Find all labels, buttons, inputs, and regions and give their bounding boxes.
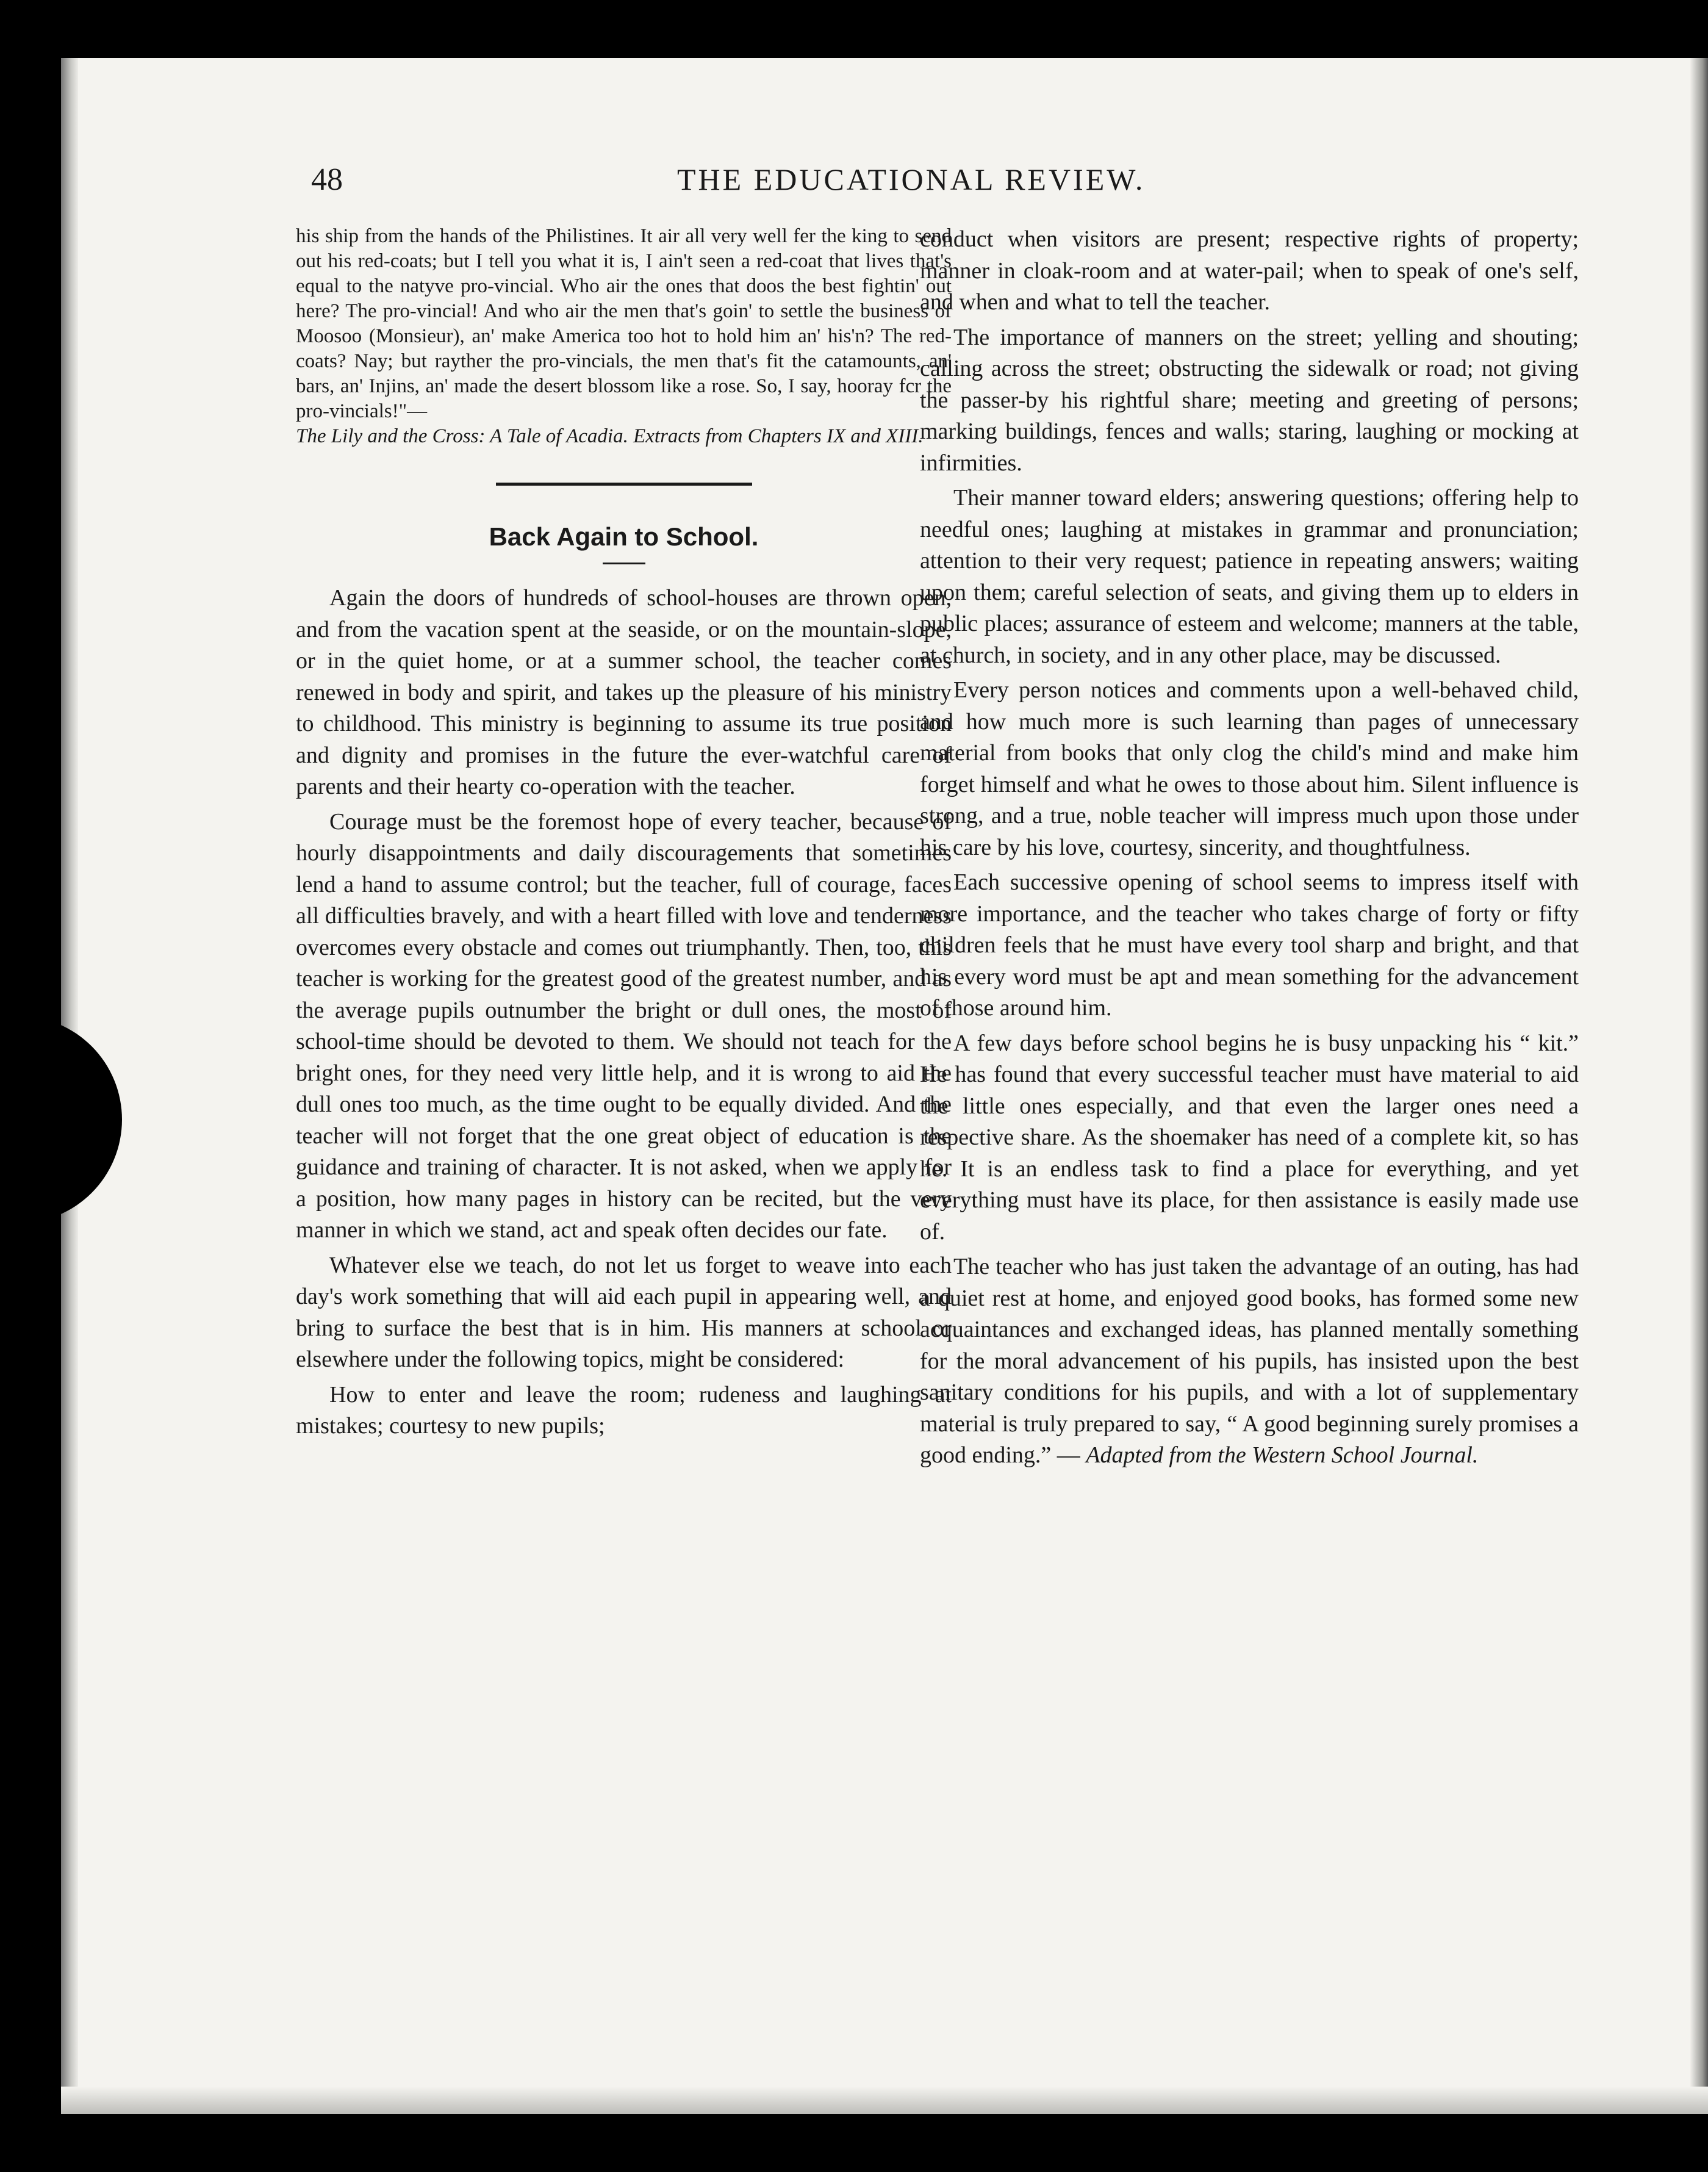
closing-paragraph — [920, 1251, 1579, 1472]
page-number: 48 — [311, 162, 343, 197]
body-paragraph: Each successive opening of school seems to impress itself with more importance, and the teacher who takes charge of forty or fifty children feels that he must have every tool sharp and bright, and that his every word must be apt and mean something for the advancement of those around him. — [920, 869, 1579, 1021]
closing-paragraph-text: The teacher who has just taken the advantage of an outing, has had a quiet rest at home, and enjoyed good books, has formed some new acquaintances and exchanged ideas, has planned mentally something for the moral advancement of his pupils, has insisted upon the best sanitary conditions for his pupils, and with a lot of supplementary material is truly prepared to say, “ A good beginning surely promises a good ending.” — — [920, 1254, 1579, 1468]
body-paragraph: Their manner toward elders; answering questions; offering help to needful ones; laughing at mistakes in grammar and pronunciation; attention to their very request; patience in repeating answers; waiting upon them; careful selection of seats, and giving them up to elders in public places; assurance of esteem and welcome; manners at the table, at church, in society, and in any other place, may be discussed. — [920, 485, 1579, 668]
section-divider — [496, 483, 752, 486]
body-paragraph: The importance of manners on the street; yelling and shouting; calling across the street; obstructing the sidewalk or road; not giving the passer-by his rightful share; meeting and greeting of persons; marking buildings, fences and walls; staring, laughing or mocking at infirmities. — [920, 324, 1579, 476]
article-attribution: Adapted from the Western School Journal. — [1086, 1442, 1479, 1468]
body-paragraph: Every person notices and comments upon a well-behaved child, and how much more is such learning than pages of unnecessary material from books that only clog the child's mind and make him forget himself and what he owes to those about him. Silent influence is strong, and a true, noble teacher will impress much upon those under his care by his love, courtesy, sincerity, and thoughtfulness. — [920, 677, 1579, 860]
running-header — [61, 162, 1708, 210]
page — [61, 58, 1708, 2114]
left-column — [296, 224, 952, 1446]
page-edge-shadow — [1690, 58, 1708, 2114]
continued-excerpt-text: his ship from the hands of the Philistines. It air all very well fer the king to send out his red-coats; but I tell you what it is, I ain't seen a red-coat that lives that's equal to the natyve pro-vincial. Who air the ones that doos the best fightin' out here? The pro-vincial! And who air the men that's goin' to settle the business of Moosoo (Monsieur), an' make America too hot to hold him an' his'n? The red-coats? Nay; but rayther the pro-vincials, the men that's fit the catamounts, an' bars, an' Injins, an' made the desert blossom like a rose. So, I say, hooray fcr the pro-vincials!"— — [296, 225, 952, 422]
continued-excerpt — [296, 224, 952, 449]
body-paragraph: A few days before school begins he is busy unpacking his “ kit.” He has found that every successful teacher must have material to aid the little ones especially, and that even the larger ones need a respective share. As the shoemaker has need of a complete kit, so has he. It is an endless task to find a place for everything, and yet everything must have its place, for then assistance is easily made use of. — [920, 1030, 1579, 1245]
body-paragraph: Courage must be the foremost hope of every teacher, because of hourly disappointments and daily discouragements that sometimes lend a hand to assume control; but the teacher, full of courage, faces all difficulties bravely, and with a heart filled with love and tenderness overcomes every obstacle and comes out triumphantly. Then, too, this teacher is working for the greatest good of the greatest number, and as the average pupils outnumber the bright or dull ones, the most of school-time should be devoted to them. We should not teach for the bright ones, for they need very little help, and it is wrong to aid the dull ones too much, as the time ought to be equally divided. And the teacher will not forget that the one great object of education is the guidance and training of character. It is not asked, when we apply for a position, how many pages in history can be recited, but the very manner in which we stand, act and speak often decides our fate. — [296, 808, 952, 1243]
title-underline — [603, 563, 645, 564]
body-paragraph: How to enter and leave the room; rudeness and laughing at mistakes; courtesy to new pupils; — [296, 1381, 952, 1439]
journal-title: THE EDUCATIONAL REVIEW. — [677, 162, 1146, 196]
excerpt-source: The Lily and the Cross: A Tale of Acadia. Extracts from Chapters IX and XIII. — [296, 425, 924, 447]
page-bottom-edge — [61, 2087, 1708, 2114]
article-title: Back Again to School. — [489, 522, 759, 551]
body-paragraph: conduct when visitors are present; respective rights of property; manner in cloak-room and at water-pail; when to speak of one's self, and when and what to tell the teacher. — [920, 226, 1579, 315]
body-paragraph: Whatever else we teach, do not let us forget to weave into each day's work something that will aid each pupil in appearing well, and bring to surface the best that is in him. His manners at school or elsewhere under the following topics, might be considered: — [296, 1252, 952, 1372]
body-paragraph: Again the doors of hundreds of school-houses are thrown open, and from the vacation spent at the seaside, or on the mountain-slope, or in the quiet home, or at a summer school, the teacher comes renewed in body and spirit, and takes up the pleasure of his ministry to childhood. This ministry is beginning to assume its true position and dignity and promises in the future the ever-watchful care of parents and their hearty co-operation with the teacher. — [296, 585, 952, 799]
right-column — [920, 224, 1579, 1475]
